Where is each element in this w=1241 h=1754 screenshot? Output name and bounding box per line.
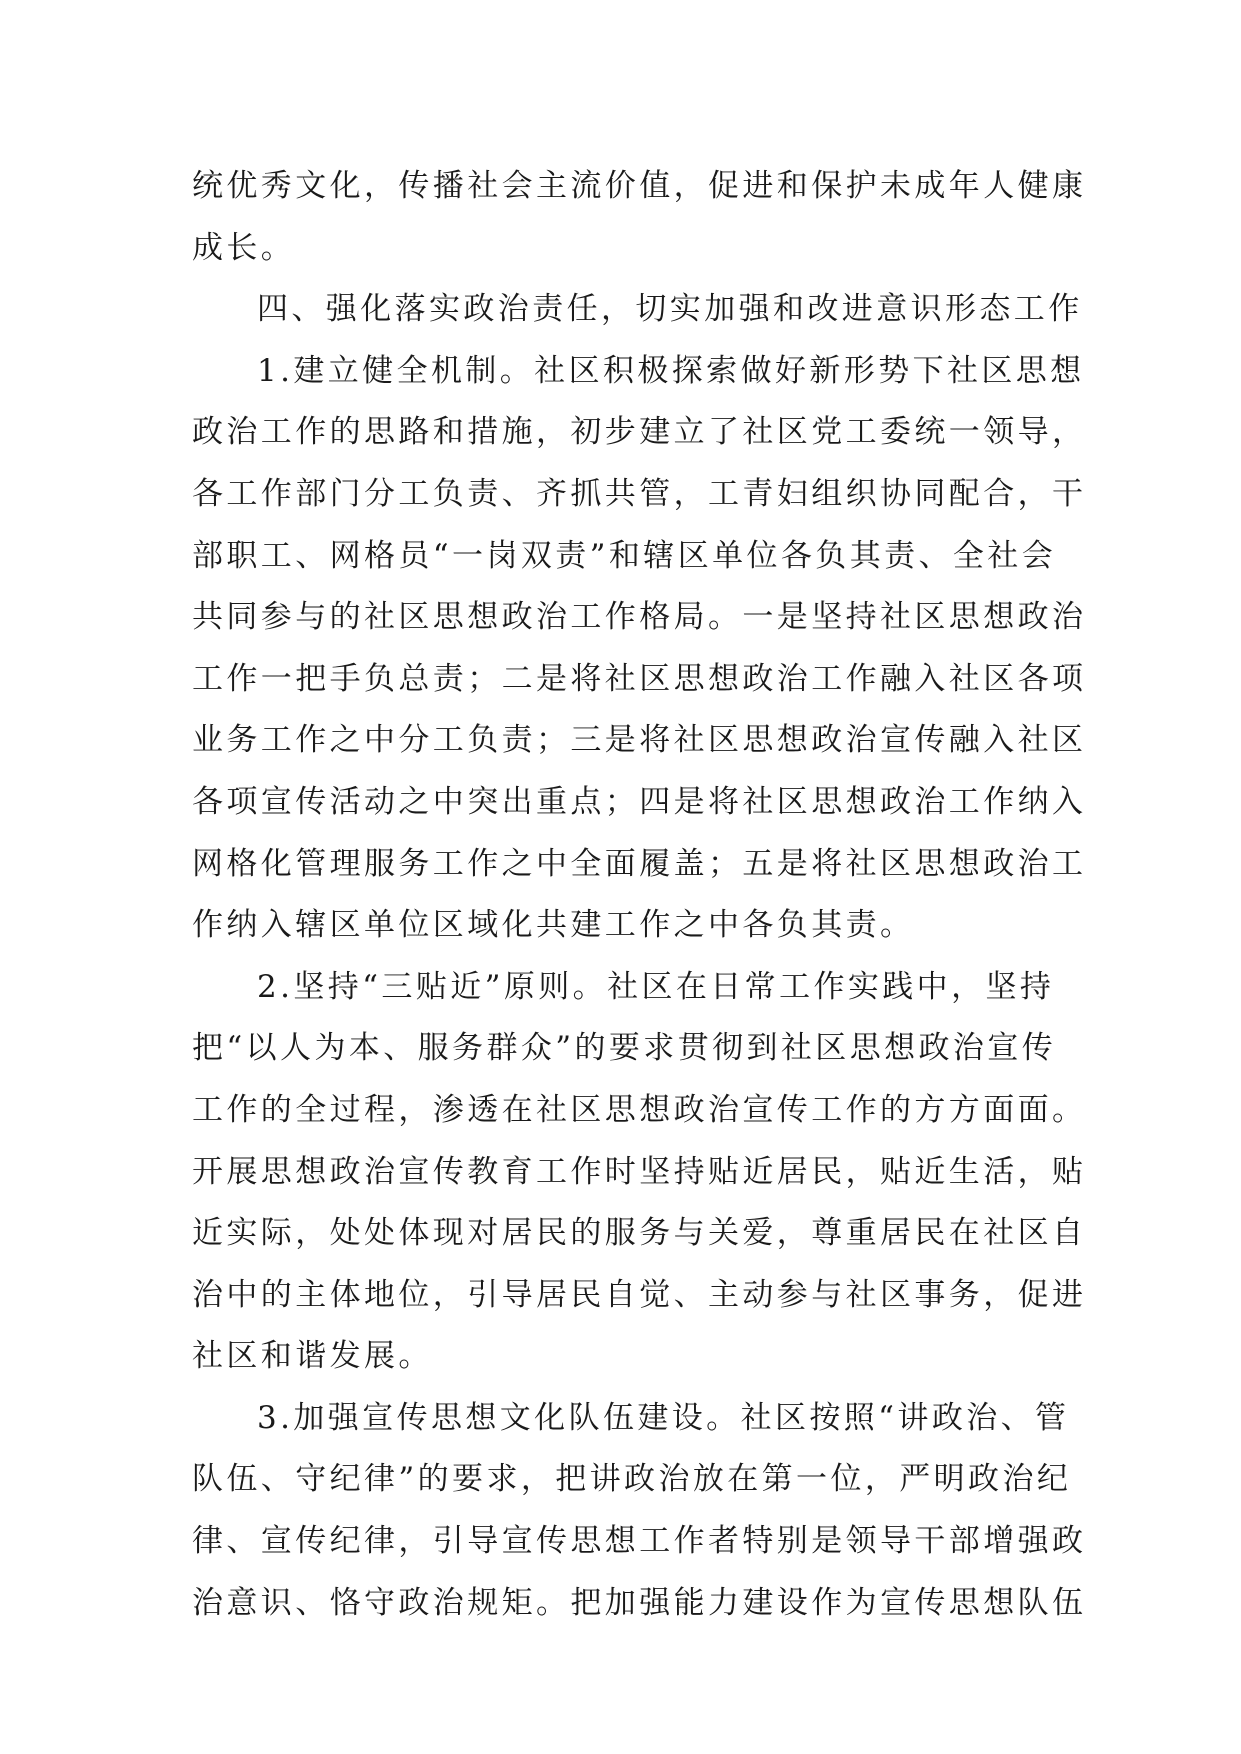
text-line: 作纳入辖区单位区域化共建工作之中各负其责。 [192, 907, 915, 944]
text-line: 部职工、网格员“一岗双责”和辖区单位各负其责、全社会 [192, 537, 1057, 574]
text-line: 开展思想政治宣传教育工作时坚持贴近居民，贴近生活，贴 [192, 1153, 1087, 1190]
text-line: 2.坚持“三贴近”原则。社区在日常工作实践中，坚持 [257, 968, 1055, 1005]
text-line: 工作一把手负总责；二是将社区思想政治工作融入社区各项 [192, 660, 1087, 697]
text-line: 业务工作之中分工负责；三是将社区思想政治宣传融入社区 [192, 722, 1087, 759]
text-line: 政治工作的思路和措施，初步建立了社区党工委统一领导， [192, 414, 1087, 451]
text-line: 工作的全过程，渗透在社区思想政治宣传工作的方方面面。 [192, 1091, 1087, 1128]
text-line: 治意识、恪守政治规矩。把加强能力建设作为宣传思想队伍 [192, 1584, 1087, 1621]
text-line: 共同参与的社区思想政治工作格局。一是坚持社区思想政治 [192, 599, 1087, 636]
text-line: 各工作部门分工负责、齐抓共管，工青妇组织协同配合，干 [192, 475, 1087, 512]
text-line: 社区和谐发展。 [192, 1338, 433, 1375]
text-line: 治中的主体地位，引导居民自觉、主动参与社区事务，促进 [192, 1276, 1087, 1313]
text-line: 各项宣传活动之中突出重点；四是将社区思想政治工作纳入 [192, 783, 1087, 820]
text-line: 1.建立健全机制。社区积极探索做好新形势下社区思想 [257, 352, 1085, 389]
text-line: 把“以人为本、服务群众”的要求贯彻到社区思想政治宣传 [192, 1030, 1057, 1067]
text-line: 律、宣传纪律，引导宣传思想工作者特别是领导干部增强政 [192, 1523, 1087, 1560]
text-line: 队伍、守纪律”的要求，把讲政治放在第一位，严明政治纪 [192, 1461, 1072, 1498]
text-line: 3.加强宣传思想文化队伍建设。社区按照“讲政治、管 [257, 1399, 1070, 1436]
text-line: 成长。 [192, 229, 296, 266]
text-line: 近实际，处处体现对居民的服务与关爱，尊重居民在社区自 [192, 1215, 1087, 1252]
text-line: 统优秀文化，传播社会主流价值，促进和保护未成年人健康 [192, 168, 1087, 204]
section-heading: 四、强化落实政治责任，切实加强和改进意识形态工作 [257, 291, 1083, 328]
text-line: 网格化管理服务工作之中全面履盖；五是将社区思想政治工 [192, 845, 1087, 882]
document-body [192, 156, 1087, 1634]
